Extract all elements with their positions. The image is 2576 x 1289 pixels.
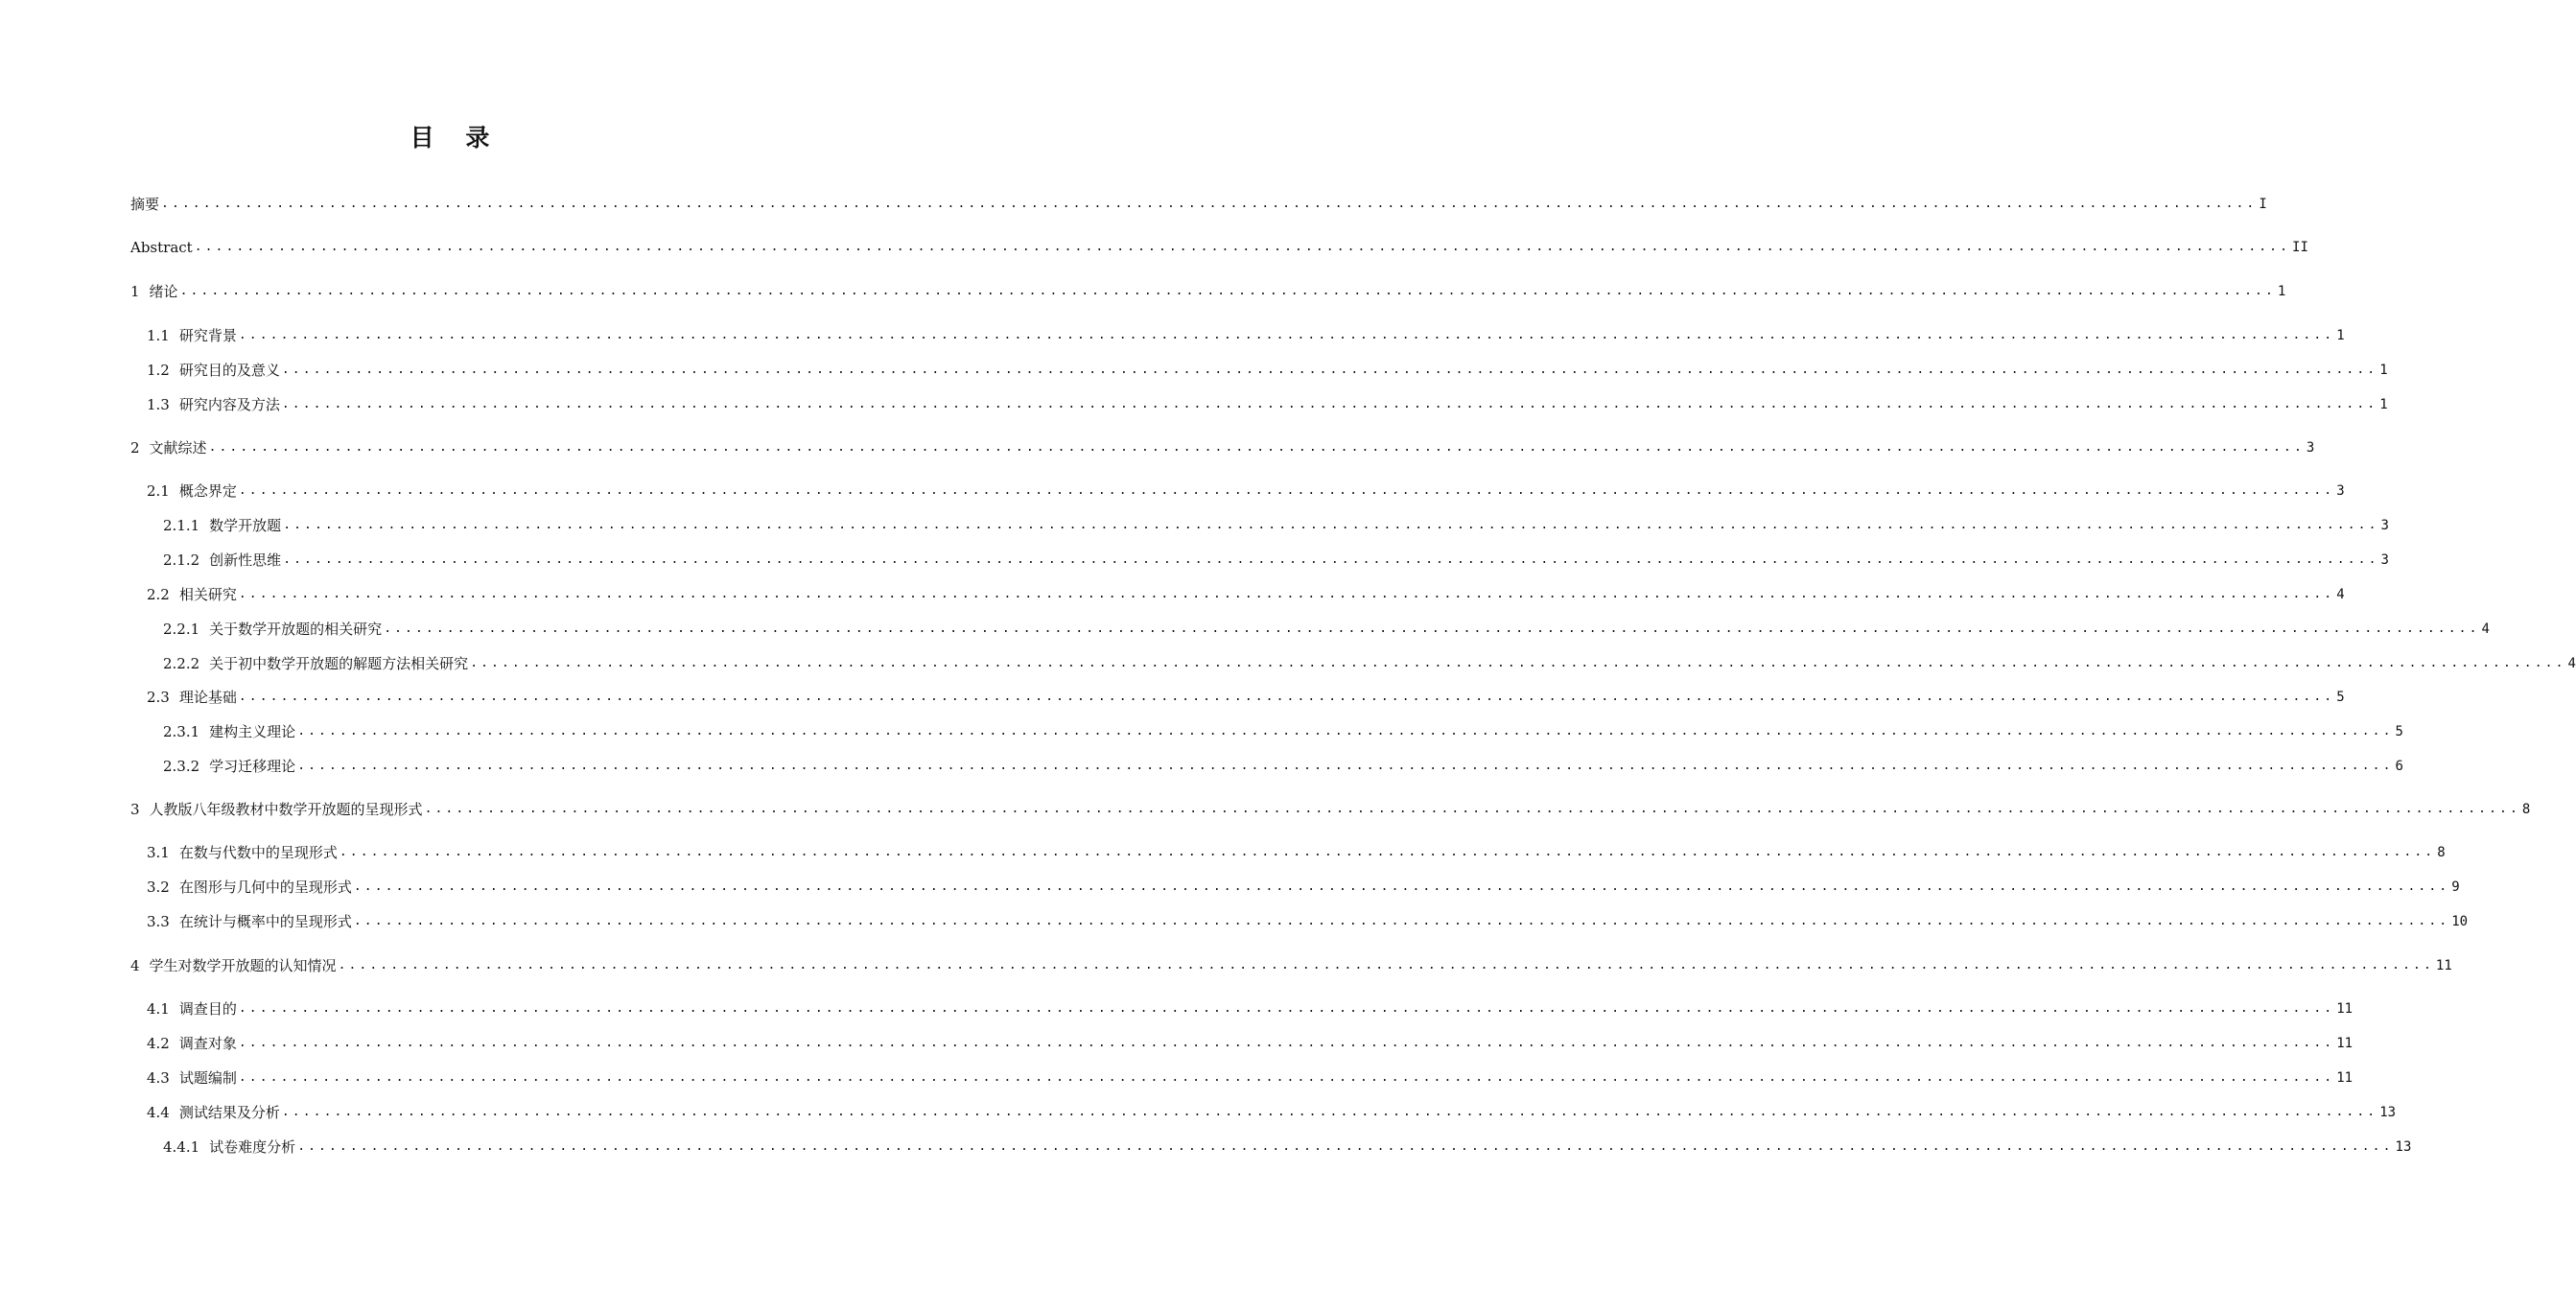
toc-entry-number: 2.2.1 <box>163 621 200 638</box>
toc-entry-number: 1.2 <box>147 362 170 379</box>
toc-entry-title: 数学开放题 <box>209 517 282 534</box>
toc-entry[interactable] <box>147 841 2446 864</box>
dot-leader: ........................................................................................................................................................................................................ <box>338 958 2434 973</box>
dot-leader: ........................................................................................................................................................................................................ <box>179 284 2276 298</box>
toc-entry-label <box>147 841 338 864</box>
toc-entry-label <box>147 1101 280 1124</box>
toc-entry[interactable] <box>147 910 2469 933</box>
toc-entry-page: II <box>2292 240 2308 255</box>
toc-entry[interactable] <box>130 798 2531 821</box>
dot-leader: ........................................................................................................................................................................................................ <box>238 328 2335 342</box>
toc-entry-label <box>130 280 178 303</box>
toc-entry-label <box>130 236 193 259</box>
toc-entry-label <box>147 910 352 933</box>
toc-entry-page: 1 <box>2379 363 2388 378</box>
toc-entry-title: 调查对象 <box>178 1035 237 1052</box>
toc-entry[interactable] <box>147 686 2345 709</box>
toc-entry[interactable] <box>163 618 2490 641</box>
toc-entry[interactable] <box>147 480 2345 503</box>
dot-leader: ........................................................................................................................................................................................................ <box>238 690 2335 704</box>
toc-entry[interactable] <box>130 436 2315 459</box>
toc-entry-page: 11 <box>2336 1036 2354 1051</box>
toc-entry-page: 13 <box>2395 1139 2412 1155</box>
dot-leader: ........................................................................................................................................................................................................ <box>281 363 2378 377</box>
toc-entry[interactable] <box>163 755 2403 778</box>
toc-entry-label <box>147 359 280 382</box>
toc-entry-label <box>163 514 281 537</box>
toc-entry-label <box>147 1066 237 1090</box>
toc-entry-number: 1.3 <box>147 396 170 413</box>
toc-entry-label <box>130 193 159 216</box>
toc-entry-title: 创新性思维 <box>209 551 282 569</box>
toc-entry-number: 2.2 <box>147 586 170 603</box>
toc-entry[interactable] <box>147 997 2354 1020</box>
dot-leader: ........................................................................................................................................................................................................ <box>238 483 2335 498</box>
toc-entry-page: 4 <box>2567 656 2576 671</box>
toc-entry-page: 3 <box>2380 518 2389 533</box>
toc-entry-page: 11 <box>2336 1070 2354 1086</box>
toc-entry-label <box>163 755 295 778</box>
toc-entry-page: 1 <box>2379 397 2388 412</box>
toc-entry-number: 2.1.2 <box>163 551 200 569</box>
toc-entry-number: 2.3 <box>147 689 170 706</box>
dot-leader: ........................................................................................................................................................................................................ <box>424 802 2520 816</box>
toc-entry-number: 1 <box>130 283 140 300</box>
toc-entry-label <box>147 997 237 1020</box>
toc-entry-label <box>163 549 281 572</box>
dot-leader: ........................................................................................................................................................................................................ <box>353 914 2450 928</box>
toc-entry-title: 概念界定 <box>178 482 237 500</box>
toc-entry-page: 3 <box>2336 483 2345 499</box>
toc-entry-title: 人教版八年级教材中数学开放题的呈现形式 <box>149 801 423 818</box>
toc-entry[interactable] <box>163 1136 2412 1159</box>
toc-entry-label <box>163 720 295 743</box>
toc-entry-title: 测试结果及分析 <box>178 1104 280 1121</box>
toc-entry-page: I <box>2259 197 2267 212</box>
dot-leader: ........................................................................................................................................................................................................ <box>281 1105 2378 1119</box>
toc-entry-number: 1.1 <box>147 327 170 344</box>
toc-entry-title: 调查目的 <box>178 1000 237 1018</box>
toc-entry-label <box>130 436 207 459</box>
dot-leader: ........................................................................................................................................................................................................ <box>297 724 2394 738</box>
toc-entry[interactable] <box>163 652 2576 675</box>
toc-entry-label <box>147 324 237 347</box>
dot-leader: ........................................................................................................................................................................................................ <box>297 1139 2394 1154</box>
toc-entry-label <box>130 954 337 977</box>
toc-entry[interactable] <box>147 583 2345 606</box>
toc-entry-label <box>147 393 280 416</box>
toc-entry[interactable] <box>147 393 2388 416</box>
toc-entry-page: 4 <box>2336 587 2345 602</box>
dot-leader: ........................................................................................................................................................................................................ <box>194 240 2291 254</box>
dot-leader: ........................................................................................................................................................................................................ <box>297 759 2394 773</box>
toc-entry-label <box>147 480 237 503</box>
toc-entry[interactable] <box>130 236 2308 259</box>
dot-leader: ........................................................................................................................................................................................................ <box>238 587 2335 601</box>
toc-entry-title: 研究背景 <box>178 327 237 344</box>
toc-entry[interactable] <box>147 1032 2354 1055</box>
toc-entry[interactable] <box>147 324 2345 347</box>
toc-entry-number: 3.1 <box>147 844 170 861</box>
dot-leader: ........................................................................................................................................................................................................ <box>353 879 2450 894</box>
toc-entry-label <box>163 618 382 641</box>
toc-entry[interactable] <box>147 1101 2397 1124</box>
toc-entry-label <box>147 1032 237 1055</box>
toc-entry-number: 4.2 <box>147 1035 170 1052</box>
toc-entry-page: 9 <box>2451 879 2460 895</box>
toc-entry-label <box>147 686 237 709</box>
toc-entry-label <box>147 583 237 606</box>
toc-entry-number: 2.1 <box>147 482 170 500</box>
toc-entry-page: 8 <box>2437 845 2446 860</box>
toc-entry-label <box>163 652 468 675</box>
toc-entry-title: 学生对数学开放题的认知情况 <box>149 957 337 974</box>
dot-leader: ........................................................................................................................................................................................................ <box>283 552 2379 567</box>
toc-entry-title: 在图形与几何中的呈现形式 <box>178 879 352 896</box>
toc-entry-title: 试卷难度分析 <box>209 1138 296 1156</box>
toc-entry-number: 2.3.1 <box>163 723 200 740</box>
toc-entry-title: 理论基础 <box>178 689 237 706</box>
toc-entry-title: 试题编制 <box>178 1069 237 1087</box>
toc-entry-number: 4.4.1 <box>163 1138 200 1156</box>
toc-entry-number: 3 <box>130 801 140 818</box>
toc-entry-number: 2.2.2 <box>163 655 200 672</box>
toc-entry-title: 研究内容及方法 <box>178 396 280 413</box>
dot-leader: ........................................................................................................................................................................................................ <box>238 1036 2335 1050</box>
toc-entry-number: 2.3.2 <box>163 758 200 775</box>
page-title: 目 录 <box>410 124 502 152</box>
toc-entry-title: Abstract <box>130 239 193 256</box>
toc-entry[interactable] <box>147 876 2460 899</box>
dot-leader: ........................................................................................................................................................................................................ <box>339 845 2436 859</box>
dot-leader: ........................................................................................................................................................................................................ <box>161 197 2258 211</box>
toc-entry-number: 2.1.1 <box>163 517 200 534</box>
toc-entry[interactable] <box>163 720 2403 743</box>
toc-entry-page: 6 <box>2395 759 2403 774</box>
toc-entry-title: 摘要 <box>130 196 160 213</box>
dot-leader: ........................................................................................................................................................................................................ <box>238 1070 2335 1085</box>
toc-entry-label <box>147 876 352 899</box>
toc-entry[interactable] <box>163 549 2389 572</box>
toc-entry-page: 10 <box>2451 914 2469 929</box>
toc-entry-number: 4.1 <box>147 1000 170 1018</box>
toc-entry-title: 在统计与概率中的呈现形式 <box>178 913 352 930</box>
toc-entry-title: 关于数学开放题的相关研究 <box>209 621 383 638</box>
toc-entry-number: 2 <box>130 439 140 457</box>
toc-entry-page: 5 <box>2336 690 2345 705</box>
toc-entry-number: 4 <box>130 957 140 974</box>
toc-entry-page: 1 <box>2336 328 2345 343</box>
toc-entry-page: 11 <box>2435 958 2452 973</box>
toc-entry-page: 11 <box>2336 1001 2354 1017</box>
toc-entry-page: 5 <box>2395 724 2403 739</box>
toc-entry-title: 学习迁移理论 <box>209 758 296 775</box>
toc-entry-label <box>130 798 423 821</box>
toc-entry-number: 4.3 <box>147 1069 170 1087</box>
toc-entry-page: 13 <box>2379 1105 2397 1120</box>
toc-entry-page: 3 <box>2380 552 2389 568</box>
toc-entry-title: 关于初中数学开放题的解题方法相关研究 <box>209 655 469 672</box>
dot-leader: ........................................................................................................................................................................................................ <box>470 656 2566 670</box>
toc-entry-label <box>163 1136 295 1159</box>
toc-entry-page: 8 <box>2521 802 2531 817</box>
toc-entry[interactable] <box>147 1066 2354 1090</box>
toc-entry-number: 3.3 <box>147 913 170 930</box>
toc-entry[interactable] <box>130 193 2267 216</box>
toc-entry-title: 相关研究 <box>178 586 237 603</box>
toc-entry-title: 绪论 <box>149 283 178 300</box>
dot-leader: ........................................................................................................................................................................................................ <box>384 621 2480 636</box>
toc-entry-page: 3 <box>2306 440 2315 456</box>
toc-entry-number: 3.2 <box>147 879 170 896</box>
toc-entry-title: 文献综述 <box>149 439 207 457</box>
dot-leader: ........................................................................................................................................................................................................ <box>283 518 2379 532</box>
dot-leader: ........................................................................................................................................................................................................ <box>281 397 2378 411</box>
toc-entry[interactable] <box>130 954 2452 977</box>
dot-leader: ........................................................................................................................................................................................................ <box>208 440 2305 455</box>
toc-entry[interactable] <box>147 359 2388 382</box>
toc-entry-title: 研究目的及意义 <box>178 362 280 379</box>
toc-entry-page: 4 <box>2481 621 2490 637</box>
toc-entry-number: 4.4 <box>147 1104 170 1121</box>
toc-entry-title: 建构主义理论 <box>209 723 296 740</box>
toc-entry[interactable] <box>130 280 2286 303</box>
toc-entry-title: 在数与代数中的呈现形式 <box>178 844 338 861</box>
toc-entry[interactable] <box>163 514 2389 537</box>
dot-leader: ........................................................................................................................................................................................................ <box>238 1001 2335 1016</box>
toc-entry-page: 1 <box>2277 284 2286 299</box>
